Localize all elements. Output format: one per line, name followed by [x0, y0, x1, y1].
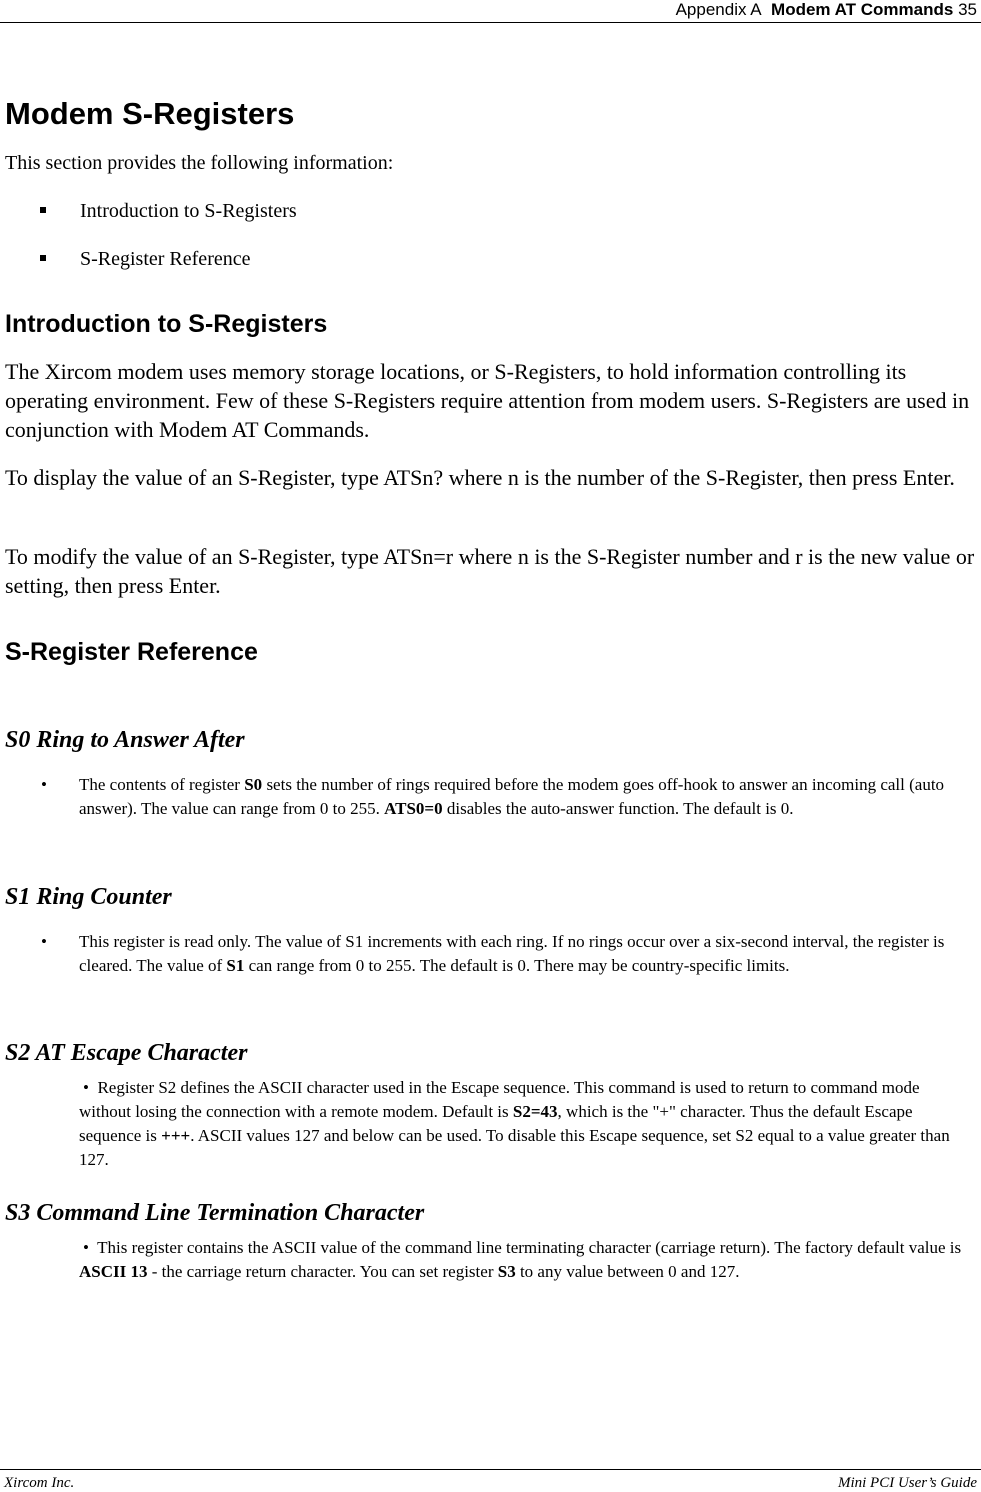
toc-item-introduction: Introduction to S-Registers	[80, 200, 297, 222]
header-prefix: Appendix A	[675, 0, 762, 19]
square-bullet-icon	[40, 255, 46, 261]
footer-company: Xircom Inc.	[4, 1475, 75, 1491]
bullet-icon: •	[83, 1238, 98, 1257]
running-header	[676, 0, 977, 19]
register-description-s2: • Register S2 defines the ASCII character used in the Escape sequence. This command is used to return to command mode without losing the connection with a remote modem. Default is S2=43, which is the "+" character. Thus the default Escape sequence is +++. ASCII values 127 and below can be used. To disable this Escape sequence, set S2 equal to a value greater than 127.	[79, 1078, 950, 1169]
bullet-icon: •	[41, 775, 47, 794]
bullet-icon: •	[83, 1078, 98, 1097]
page-title: Modem S-Registers	[5, 96, 295, 131]
section-heading-reference: S-Register Reference	[5, 638, 258, 666]
header-title: Modem AT Commands	[771, 0, 954, 19]
bullet-icon: •	[41, 932, 47, 951]
section-heading-introduction: Introduction to S-Registers	[5, 310, 328, 338]
toc-item-reference: S-Register Reference	[80, 248, 251, 270]
register-description-s0: The contents of register S0 sets the number of rings required before the modem goes off-hook to answer an incoming call (auto answer). The value can range from 0 to 255. ATS0=0 disables the auto-answer function. The default is 0.	[79, 775, 945, 818]
page-footer	[0, 1469, 981, 1492]
intro-text: This section provides the following information:	[5, 152, 394, 174]
register-heading-s1: S1 Ring Counter	[5, 884, 172, 910]
register-description-s3: • This register contains the ASCII value of the command line terminating character (carriage return). The factory default value is ASCII 13 - the carriage return character. You can set register S3 to any value between 0 and 127.	[79, 1238, 962, 1281]
intro-paragraph-3: To modify the value of an S-Register, type ATSn=r where n is the S-Register number and r is the new value or setting, then press Enter.	[5, 544, 975, 598]
page-number: 35	[958, 0, 977, 19]
intro-paragraph-2: To display the value of an S-Register, type ATSn? where n is the number of the S-Register, then press Enter.	[5, 465, 955, 490]
register-heading-s0: S0 Ring to Answer After	[5, 727, 245, 753]
register-heading-s2: S2 AT Escape Character	[5, 1040, 248, 1066]
footer-guide-title: Mini PCI User’s Guide	[837, 1475, 977, 1491]
square-bullet-icon	[40, 207, 46, 213]
intro-paragraph-1: The Xircom modem uses memory storage locations, or S-Registers, to hold information controlling its operating environment. Few of these S-Registers require attention from modem users. S-Registers are used in conjunction with Modem AT Commands.	[5, 359, 970, 442]
register-heading-s3: S3 Command Line Termination Character	[5, 1200, 425, 1226]
page-header	[0, 0, 981, 23]
register-description-s1: This register is read only. The value of S1 increments with each ring. If no rings occur over a six-second interval, the register is cleared. The value of S1 can range from 0 to 255. The default is 0. There may be country-specific limits.	[79, 932, 945, 975]
